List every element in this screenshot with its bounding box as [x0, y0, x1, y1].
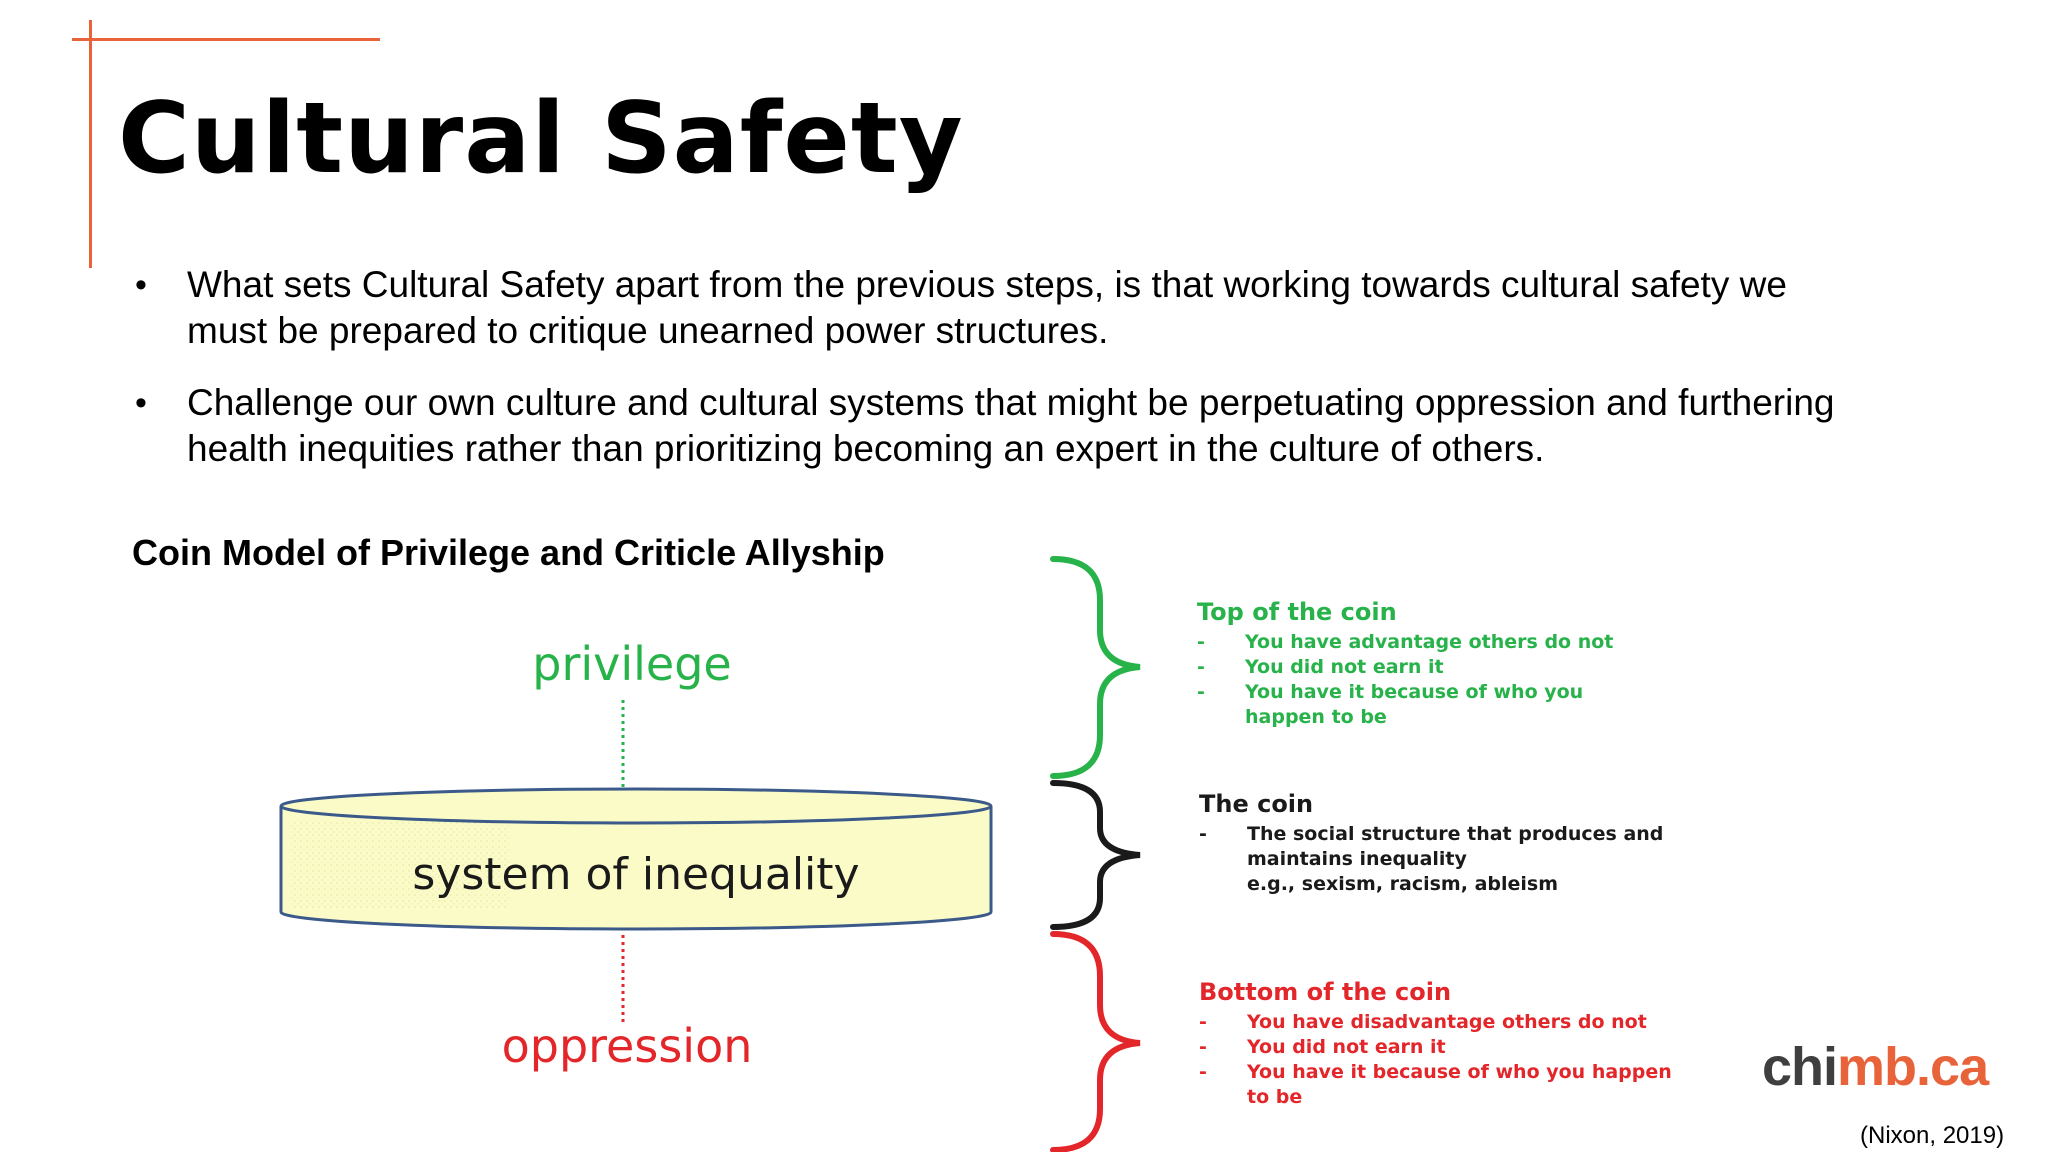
logo-text-part2: mb.ca [1837, 1037, 1989, 1097]
top-of-coin-item: - You have advantage others do not [1197, 630, 1667, 655]
the-coin-item: - The social structure that produces and maintains inequality [1199, 822, 1679, 872]
top-of-coin-item: - You have it because of who you happen to be [1197, 680, 1667, 730]
bottom-of-coin-item: - You have it because of who you happen to be [1199, 1060, 1679, 1110]
bottom-of-coin-item: - You have disadvantage others do not [1199, 1010, 1679, 1035]
bottom-of-coin-title: Bottom of the coin [1199, 978, 1452, 1006]
top-of-coin-title: Top of the coin [1197, 598, 1397, 626]
bullet-item: • Challenge our own culture and cultural systems that might be perpetuating oppression and furthering health inequities rather than prioritizing becoming an expert in the culture of others. [135, 380, 1855, 472]
bottom-of-coin-item: - You did not earn it [1199, 1035, 1679, 1060]
coin-brace [1053, 783, 1140, 927]
top-of-coin-section [1197, 598, 1667, 730]
top-brace [1053, 559, 1140, 776]
bottom-of-coin-section [1199, 978, 1679, 1110]
chimb-logo [1762, 1036, 1988, 1098]
slide-title: Cultural Safety [118, 82, 964, 196]
top-of-coin-item: - You did not earn it [1197, 655, 1667, 680]
diagram-heading: Coin Model of Privilege and Criticle Allyship [132, 532, 885, 573]
bottom-brace [1053, 934, 1140, 1150]
the-coin-title: The coin [1199, 790, 1314, 818]
bullet-item: • What sets Cultural Safety apart from the previous steps, is that working towards cultural safety we must be prepared to critique unearned power structures. [135, 262, 1855, 354]
privilege-label: privilege [532, 637, 732, 691]
the-coin-section [1199, 790, 1679, 897]
coin-label: system of inequality [412, 849, 860, 900]
logo-text-part1: chi [1762, 1037, 1838, 1097]
oppression-label: oppression [501, 1019, 753, 1073]
citation: (Nixon, 2019) [1860, 1122, 2005, 1149]
the-coin-example: e.g., sexism, racism, ableism [1247, 873, 1559, 895]
